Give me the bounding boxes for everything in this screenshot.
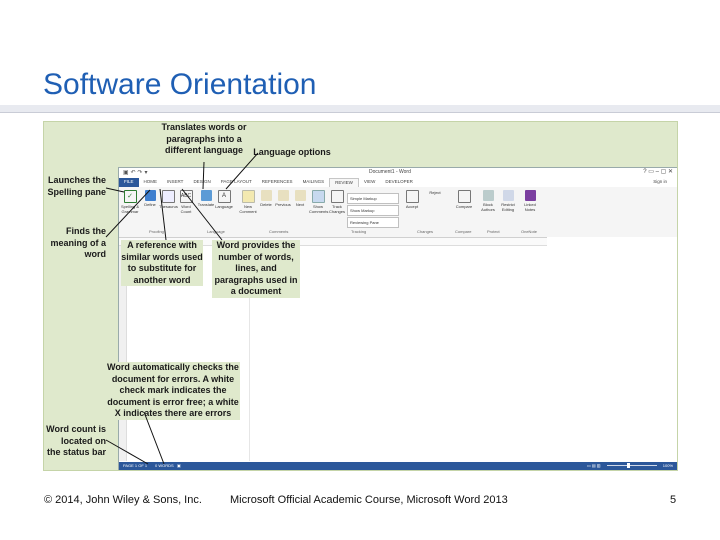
word-count-button[interactable]: ABC Word Count xyxy=(177,190,195,214)
simple-markup-select[interactable]: Simple Markup xyxy=(347,193,399,204)
word-count-icon: ABC xyxy=(180,190,193,203)
arrow-auto-check xyxy=(144,412,164,464)
group-compare: Compare xyxy=(455,229,472,234)
callout-word-count: Word provides the number of words, lines, and paragraphs used in a document xyxy=(212,240,300,298)
page-indicator[interactable]: PAGE 1 OF 1 xyxy=(123,463,148,468)
spelling-grammar-button[interactable]: ✓ Spelling & Grammar xyxy=(121,190,139,214)
arrow-synonyms xyxy=(160,189,166,240)
compare-button[interactable]: Compare xyxy=(455,190,473,209)
next-comment-button[interactable]: Next xyxy=(291,190,309,207)
callout-arrows xyxy=(44,122,677,470)
group-protect: Protect xyxy=(487,229,500,234)
delete-comment-button[interactable]: Delete xyxy=(257,190,275,207)
track-changes-button[interactable]: Track Changes xyxy=(328,190,346,214)
group-proofing: Proofing xyxy=(149,229,164,234)
arrow-language-options xyxy=(226,153,258,189)
window-controls-icon[interactable]: ? ▭ – ▢ ✕ xyxy=(643,169,673,175)
linked-notes-button[interactable]: Linked Notes xyxy=(521,190,539,212)
tab-insert[interactable]: INSERT xyxy=(167,179,184,184)
group-comments: Comments xyxy=(269,229,289,234)
show-comments-button[interactable]: Show Comments xyxy=(309,190,327,214)
tab-page-layout[interactable]: PAGE LAYOUT xyxy=(220,179,252,184)
tab-design[interactable]: DESIGN xyxy=(193,179,211,184)
reviewing-pane-button[interactable]: Reviewing Pane xyxy=(347,217,399,228)
tab-review[interactable]: REVIEW xyxy=(329,178,359,187)
arrow-translate xyxy=(203,162,204,189)
arrow-thesaurus xyxy=(106,190,150,237)
proofing-status-icon[interactable]: ▣ xyxy=(177,463,181,468)
arrow-word-count xyxy=(182,189,222,240)
callout-auto-check: Word automatically checks the document for errors. A white check mark indicates the document is error free; a white X indicates there are errors xyxy=(107,362,239,418)
reject-previous-next-button[interactable]: Reject xyxy=(429,190,441,195)
callout-thesaurus: Finds the meaning of a word xyxy=(50,226,106,259)
view-buttons-icon[interactable]: ▭ ▤ ▥ xyxy=(587,463,601,468)
previous-comment-button[interactable]: Previous xyxy=(274,190,292,207)
language-icon: A xyxy=(218,190,231,203)
zoom-level[interactable]: 100% xyxy=(662,463,673,468)
block-authors-button[interactable]: Block Authors xyxy=(479,190,497,212)
footer-course: Microsoft Official Academic Course, Microsoft Word 2013 xyxy=(230,494,508,506)
restrict-editing-button[interactable]: Restrict Editing xyxy=(499,190,517,212)
arrow-status-count xyxy=(106,440,148,464)
tab-developer[interactable]: DEVELOPER xyxy=(385,179,413,184)
tab-home[interactable]: HOME xyxy=(143,179,158,184)
footer-copyright: © 2014, John Wiley & Sons, Inc. xyxy=(44,494,202,506)
callout-language-options: Language options xyxy=(253,147,331,157)
show-markup-button[interactable]: Show Markup xyxy=(347,205,399,216)
quick-access-toolbar[interactable]: ▣ ↶ ↷ ▾ xyxy=(123,169,148,176)
group-language: Language xyxy=(207,229,225,234)
accept-button[interactable]: Accept xyxy=(403,190,421,209)
arrow-spelling xyxy=(106,188,124,192)
tab-mailings[interactable]: MAILINGS xyxy=(302,179,325,184)
annotated-screenshot xyxy=(43,121,678,471)
group-tracking: Tracking xyxy=(351,229,367,234)
translate-button[interactable]: Translate xyxy=(197,190,215,207)
word-count-status[interactable]: 0 WORDS xyxy=(155,463,174,468)
language-button[interactable]: A Language xyxy=(215,190,233,209)
define-button[interactable]: Define xyxy=(141,190,159,207)
thesaurus-button[interactable]: Thesaurus xyxy=(159,190,177,209)
tab-view[interactable]: VIEW xyxy=(363,179,376,184)
callout-synonyms: A reference with similar words used to substitute for another word xyxy=(121,240,203,285)
spelling-check-icon: ✓ xyxy=(124,190,137,203)
slide-title: Software Orientation xyxy=(43,68,317,101)
sign-in-link[interactable]: Sign in xyxy=(653,179,667,184)
group-changes: Changes xyxy=(417,229,434,234)
group-onenote: OneNote xyxy=(521,229,538,234)
page-number: 5 xyxy=(670,494,677,506)
tab-file[interactable]: FILE xyxy=(119,178,139,187)
callout-translate: Translates words or paragraphs into a different language xyxy=(156,122,252,157)
title-divider xyxy=(0,105,720,113)
document-title: Document1 - Word xyxy=(369,169,411,175)
callout-status-count: Word count is located on the status bar xyxy=(46,424,106,457)
tab-references[interactable]: REFERENCES xyxy=(261,179,293,184)
new-comment-button[interactable]: New Comment xyxy=(239,190,257,214)
callout-spelling: Launches the Spelling pane xyxy=(47,175,106,197)
